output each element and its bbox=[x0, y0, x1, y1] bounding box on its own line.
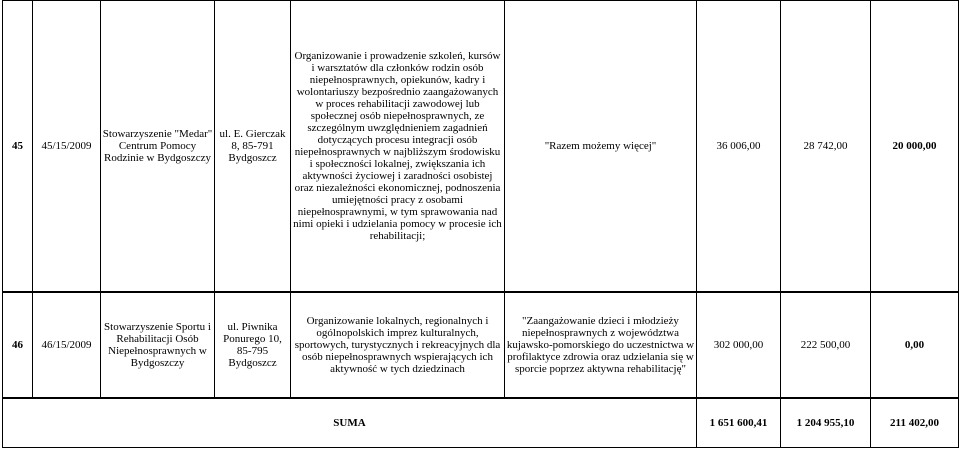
row-amount-2: 28 742,00 bbox=[781, 1, 871, 292]
summary-amount-3: 211 402,00 bbox=[871, 399, 959, 448]
row-project: "Zaangażowanie dzieci i młodzieży niepełnosprawnych z województwa kujawsko-pomorskiego do uczestnictwa w profilaktyce zdrowia oraz udzielania się w sporcie poprzez aktywna rehabilitację" bbox=[505, 293, 697, 398]
row-amount-1: 36 006,00 bbox=[697, 1, 781, 292]
row-number: 46/15/2009 bbox=[33, 293, 101, 398]
table-row-46 bbox=[2, 292, 959, 398]
row-amount-2: 222 500,00 bbox=[781, 293, 871, 398]
row-lp: 45 bbox=[3, 1, 33, 292]
summary-label: SUMA bbox=[3, 399, 697, 448]
summary-row bbox=[2, 398, 959, 448]
row-lp: 46 bbox=[3, 293, 33, 398]
row-number: 45/15/2009 bbox=[33, 1, 101, 292]
row-amount-3: 20 000,00 bbox=[871, 1, 959, 292]
summary-amount-1: 1 651 600,41 bbox=[697, 399, 781, 448]
row-organization: Stowarzyszenie Sportu i Rehabilitacji Osób Niepełnosprawnych w Bydgoszczy bbox=[101, 293, 215, 398]
table-row bbox=[3, 293, 959, 398]
row-project: "Razem możemy więcej" bbox=[505, 1, 697, 292]
row-description: Organizowanie i prowadzenie szkoleń, kursów i warsztatów dla członków rodzin osób niepełnosprawnych, opiekunów, kadry i wolontariuszy bezpośrednio zaangażowanych w proces rehabilitacji zawodowej lub społecznej osób niepełnosprawnych, ze szczególnym uwzględnieniem zagadnień dotyczących procesu integracji osób niepełnosprawnych w najbliższym środowisku i społeczności lokalnej, zwiększania ich aktywności życiowej i zaradności osobistej oraz niezależności ekonomicznej, podnoszenia umiejętności pracy z osobami niepełnosprawnymi, w tym sprawowania nad nimi opieki i udzielania pomocy w procesie ich rehabilitacji; bbox=[291, 1, 505, 292]
table-row bbox=[3, 1, 959, 292]
row-amount-3: 0,00 bbox=[871, 293, 959, 398]
table-row-45 bbox=[2, 0, 959, 292]
row-organization: Stowarzyszenie "Medar" Centrum Pomocy Rodzinie w Bydgoszczy bbox=[101, 1, 215, 292]
row-address: ul. Piwnika Ponurego 10, 85-795 Bydgoszcz bbox=[215, 293, 291, 398]
row-address: ul. E. Gierczak 8, 85-791 Bydgoszcz bbox=[215, 1, 291, 292]
row-amount-1: 302 000,00 bbox=[697, 293, 781, 398]
row-description: Organizowanie lokalnych, regionalnych i ogólnopolskich imprez kulturalnych, sportowych, turystycznych i rekreacyjnych dla osób niepełnosprawnych wspierających ich aktywność w tych dziedzinach bbox=[291, 293, 505, 398]
summary-amount-2: 1 204 955,10 bbox=[781, 399, 871, 448]
